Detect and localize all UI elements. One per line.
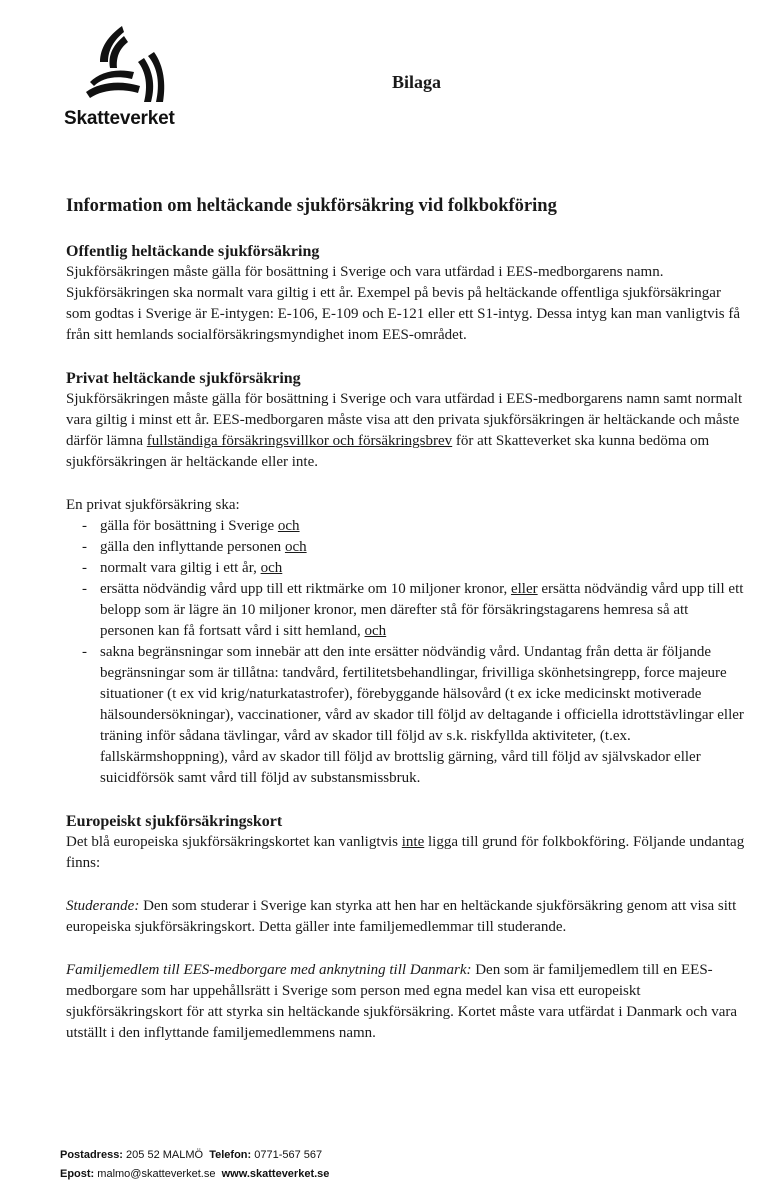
telefon-value: 0771-567 567 [254,1149,323,1161]
terms-reference: fullständiga försäkringsvillkor och försäkringsbrev [146,433,453,449]
epost-label: Epost: [60,1168,95,1180]
document-body [66,196,746,1044]
family-exception [66,960,746,1044]
criteria-item [66,558,746,579]
conjunction: och [284,539,307,555]
students-label: Studerande: [66,898,140,914]
conjunction: och [364,623,387,639]
criteria-text: normalt vara giltig i ett år, [100,560,261,576]
logo-wordmark: Skatteverket [64,108,175,129]
criteria-text: gälla för bosättning i Sverige [100,518,278,534]
students-exception [66,896,746,938]
family-text: Den som är familjemedlem till en EES-medborgare som har uppehållsrätt i Sverige som person med egna medel kan visa ett europeiskt sjukförsäkringskort för att styrka sin heltäckande sjukförsäkring. Kortet måste vara utfärdat i Danmark och vara utställt i den inflyttande familjemedlemmens namn. [66,962,738,1041]
skatteverket-logo [64,22,184,134]
postadress-label: Postadress: [60,1149,123,1161]
criteria-list [66,516,746,789]
european-card-text [66,832,746,874]
european-text-part: Det blå europeiska sjukförsäkringskortet kan vanligtvis [66,834,402,850]
students-text: Den som studerar i Sverige kan styrka att hen har en heltäckande sjukförsäkring genom att visa sitt europeiska sjukförsäkringskort. Detta gäller inte familjemedlemmar till studerande. [66,898,737,935]
private-text-part: för att Skatteverket ska kunna bedöma om sjukförsäkringen är heltäckande eller inte. [66,433,710,470]
telefon-label: Telefon: [209,1149,252,1161]
footer-line-2 [60,1165,329,1184]
skatteverket-logo-icon [82,22,166,106]
epost-value: malmo@skatteverket.se [97,1168,216,1180]
emphasis-inte: inte [401,834,425,850]
criteria-text: sakna begränsningar som innebär att den inte ersätter nödvändig vård. Undantag från detta är följande begränsningar som är tillåtna: tandvård, fertilitetsbehandlingar, frivilliga skönhetsingrepp, force majeure situationer (t ex vid krig/naturkatastrofer), förebyggande hälsovård (t ex icke medicinskt motiverade hälsoundersökningar), vaccinationer, vård av skador till följd av deltagande i officiella idrottstävlingar eller träning inför sådana tävlingar, vård av skador till följd av s.k. riskfyllda aktiviteter, (t.ex. fallskärmshoppning), vård av skador till följd av brottslig gärning, vård till följd av självskador eller suicidförsök samt vård till följd av substansmissbruk. [100,644,744,786]
criteria-item [66,537,746,558]
postadress-value: 205 52 MALMÖ [126,1149,204,1161]
footer-line-1 [60,1146,329,1165]
conjunction: eller [510,581,538,597]
criteria-item [66,579,746,642]
criteria-item [66,642,746,789]
conjunction: och [277,518,300,534]
footer-contact [60,1146,329,1184]
website-value: www.skatteverket.se [221,1168,330,1180]
private-insurance-heading: Privat heltäckande sjukförsäkring [66,370,301,387]
criteria-item [66,516,746,537]
criteria-text: ersätta nödvändig vård upp till ett riktmärke om 10 miljoner kronor, [100,581,511,597]
criteria-intro: En privat sjukförsäkring ska: [66,497,240,513]
public-insurance-text: Sjukförsäkringen måste gälla för bosättning i Sverige och vara utfärdad i EES-medborgarens namn. Sjukförsäkringen ska normalt vara giltig i ett år. Exempel på bevis på heltäckande offentliga sjukförsäkringar som godtas i Sverige är E-intygen: E-106, E-109 och E-121 eller ett S1-intyg. Dessa intyg kan man vanligtvis få från sitt hemlands socialförsäkringsmyndighet inom EES-området. [66,264,741,343]
private-insurance-text [66,389,746,473]
family-label: Familjemedlem till EES-medborgare med anknytning till Danmark: [66,962,472,978]
criteria-text: ersätta nödvändig vård upp till ett belopp som är lägre än 10 miljoner kronor, men därefter stå för försäkringstagarens hemresa så att personen kan få fortsatt vård i sitt hemland, [100,581,744,639]
private-text-part: Sjukförsäkringen måste gälla för bosättning i Sverige och vara utfärdad i EES-medborgarens namn samt normalt vara giltig i minst ett år. EES-medborgaren måste visa att den privata sjukförsäkringen är heltäckande och måste därför lämna [66,391,743,449]
criteria-text: gälla den inflyttande personen [100,539,285,555]
document-title: Information om heltäckande sjukförsäkring vid folkbokföring [66,196,557,216]
conjunction: och [260,560,283,576]
european-card-heading: Europeiskt sjukförsäkringskort [66,813,283,830]
attachment-label: Bilaga [392,72,442,92]
european-text-part: ligga till grund för folkbokföring. Följande undantag finns: [66,834,745,871]
public-insurance-heading: Offentlig heltäckande sjukförsäkring [66,243,320,260]
